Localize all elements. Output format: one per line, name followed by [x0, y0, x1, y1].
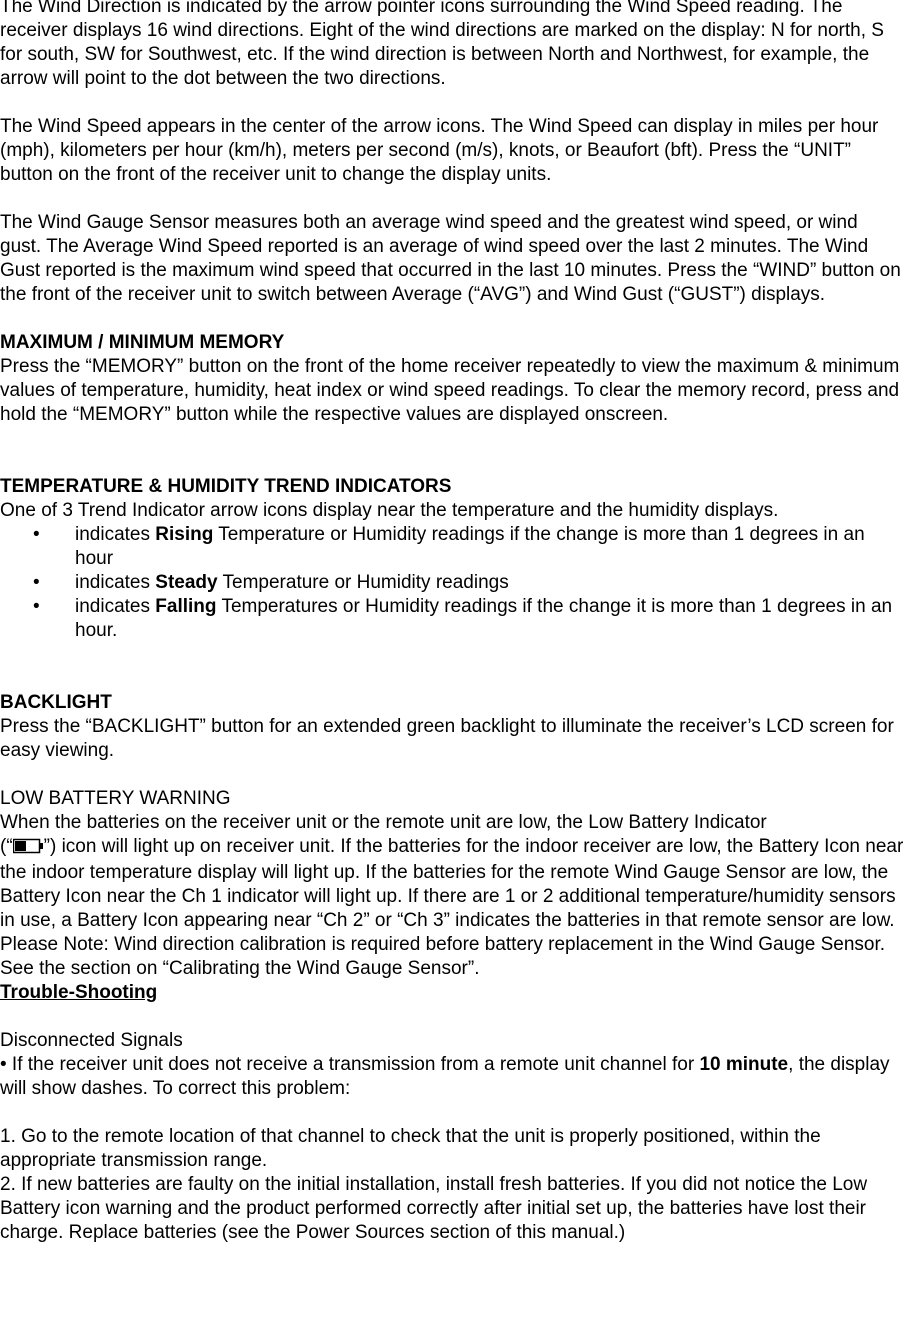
- low-battery-heading: LOW BATTERY WARNING: [0, 788, 231, 809]
- wind-gauge-paragraph: The Wind Gauge Sensor measures both an average wind speed and the greatest wind speed, or wind gust. The Average Wind Speed reported is an average of wind speed over the last 2 minutes. The Wind Gust reported is the maximum wind speed that occurred in the last 10 minutes. Press the “WIND” button on the front of the receiver unit to switch between Average (“AVG”) and Wind Gust (“GUST”) displays.: [0, 212, 901, 305]
- trend-rising-label: Rising: [155, 524, 214, 545]
- backlight-paragraph: Press the “BACKLIGHT” button for an extended green backlight to illuminate the receiver’s LCD screen for easy viewing.: [0, 716, 894, 761]
- troubleshooting-step-1: 1. Go to the remote location of that channel to check that the unit is properly positioned, within the appropriate transmission range.: [0, 1126, 821, 1171]
- trend-steady-label: Steady: [155, 572, 218, 593]
- list-item: • indicates Steady Temperature or Humidity readings: [33, 572, 509, 593]
- bullet-icon: •: [33, 524, 40, 545]
- trend-list: [0, 523, 904, 643]
- backlight-heading: BACKLIGHT: [0, 692, 112, 713]
- bullet-icon: •: [33, 572, 40, 593]
- low-battery-paragraph: When the batteries on the receiver unit or the remote unit are low, the Low Battery Indicator (“ ”) icon will light up on receiver unit. If the batteries for the indoor receiver are low, the Battery Icon near the indoor temperature display will light up. If the batteries for the remote Wind Gauge Sensor are low, the Battery Icon near the Ch 1 indicator will light up. If there are 1 or 2 additional temperature/humidity sensors in use, a Battery Icon appearing near “Ch 2” or “Ch 3” indicates the batteries in that remote sensor are low.: [0, 812, 904, 931]
- wind-speed-paragraph: The Wind Speed appears in the center of the arrow icons. The Wind Speed can display in miles per hour (mph), kilometers per hour (km/h), meters per second (m/s), knots, or Beaufort (bft). Press the “UNIT” button on the front of the receiver unit to change the display units.: [0, 116, 879, 185]
- trend-falling-label: Falling: [155, 596, 217, 617]
- disconnected-signals-heading: Disconnected Signals: [0, 1030, 183, 1051]
- list-item: • indicates Falling Temperatures or Humidity readings if the change it is more than 1 degrees in an hour.: [33, 596, 893, 641]
- list-item: • indicates Rising Temperature or Humidity readings if the change is more than 1 degrees in an hour: [33, 524, 865, 569]
- battery-note: Please Note: Wind direction calibration is required before battery replacement in the Wind Gauge Sensor. See the section on “Calibrating the Wind Gauge Sensor”.: [0, 934, 886, 979]
- memory-heading: MAXIMUM / MINIMUM MEMORY: [0, 332, 285, 353]
- battery-icon: [13, 837, 44, 861]
- disconnected-signals-bullet: • If the receiver unit does not receive a transmission from a remote unit channel for 10 minute, the display will show dashes. To correct this problem:: [0, 1054, 890, 1099]
- troubleshooting-step-2: 2. If new batteries are faulty on the initial installation, install fresh batteries. If you did not notice the Low Battery icon warning and the product performed correctly after initial set up, the batteries have lost their charge. Replace batteries (see the Power Sources section of this manual.): [0, 1174, 868, 1243]
- trend-heading: TEMPERATURE & HUMIDITY TREND INDICATORS: [0, 476, 452, 497]
- bullet-icon: •: [33, 596, 40, 617]
- memory-paragraph: Press the “MEMORY” button on the front of the home receiver repeatedly to view the maximum & minimum values of temperature, humidity, heat index or wind speed readings. To clear the memory record, press and hold the “MEMORY” button while the respective values are displayed onscreen.: [0, 356, 900, 425]
- trend-intro: One of 3 Trend Indicator arrow icons display near the temperature and the humidity displays.: [0, 500, 779, 521]
- troubleshooting-heading: Trouble-Shooting: [0, 982, 158, 1003]
- wind-direction-paragraph: The Wind Direction is indicated by the arrow pointer icons surrounding the Wind Speed reading. The receiver displays 16 wind directions. Eight of the wind directions are marked on the display: N for north, S for south, SW for Southwest, etc. If the wind direction is between North and Northwest, for example, the arrow will point to the dot between the two directions.: [0, 0, 884, 89]
